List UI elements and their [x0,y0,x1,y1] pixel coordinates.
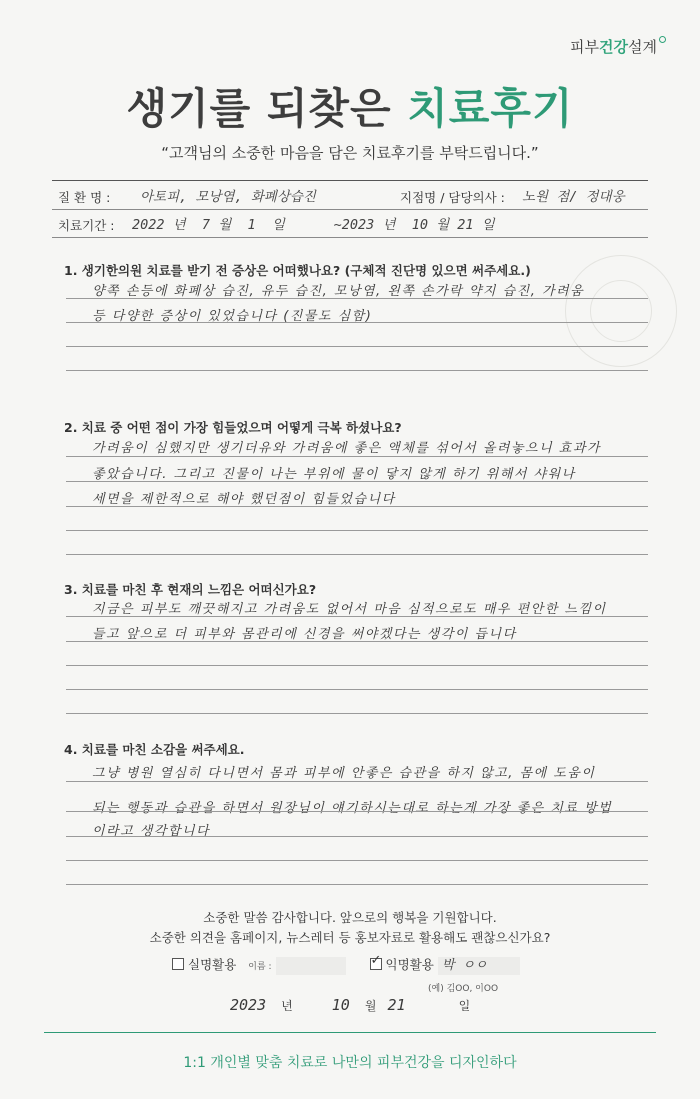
branch-label: 지점명 / 담당의사 : [400,190,505,205]
title-main: 생기를 되찾은 [126,84,408,133]
page-subtitle: “고객님의 소중한 마음을 담은 치료후기를 부탁드립니다.” [161,144,539,162]
section-1-answer-line-2: 등 다양한 증상이 있었습니다 (진물도 심함) [92,309,373,324]
signature-date [230,996,470,1014]
period-label: 치료기간 : [58,218,115,233]
ruled-line [66,665,648,666]
period-row [52,209,648,238]
ruled-line [66,811,648,812]
date-year-unit: 년 [281,999,293,1013]
page-title [0,76,700,136]
check-mark-icon: ✓ [370,953,382,968]
branch-value: 노원 점/ 정대웅 [522,189,625,205]
ruled-line [66,456,648,457]
ruled-line [66,506,648,507]
date-year: 2023 [230,996,267,1014]
section-2-title: 2. 치료 중 어떤 점이 가장 힘들었으며 어떻게 극복 하셨나요? [64,420,402,435]
date-day: 21 [387,996,406,1014]
ruled-line [66,530,648,531]
brand-logo [570,36,666,57]
consent-row [172,955,520,975]
ruled-line [66,616,648,617]
ruled-line [66,781,648,782]
brand-highlight: 건강 [599,38,629,56]
ruled-line [66,322,648,323]
disease-row [52,180,648,210]
section-3-title: 3. 치료를 마친 후 현재의 느낌은 어떠신가요? [64,582,317,597]
section-4-answer-line-1: 그냥 병원 열심히 다니면서 몸과 피부에 안좋은 습관을 하지 않고, 몸에 도움이 [92,766,596,781]
ruled-line [66,370,648,371]
decorative-circle [565,255,677,367]
date-day-unit: 일 [458,999,471,1013]
closing-line-1: 소중한 말씀 감사합니다. 앞으로의 행복을 기원합니다. [203,910,497,925]
real-name-label: 실명활용 [188,957,237,972]
ruled-line [66,836,648,837]
ruled-line [66,884,648,885]
ruled-line [66,481,648,482]
period-value: 2022 년 7 월 1 일 ~2023 년 10 월 21 일 [132,217,495,233]
section-4-answer-line-2: 되는 행동과 습관을 하면서 원장님이 얘기하시는대로 하는게 가장 좋은 치료 방법 [92,801,613,816]
ruled-line [66,641,648,642]
ruled-line [66,298,648,299]
title-accent: 치료후기 [407,84,574,133]
section-2-answer-line-2: 좋았습니다. 그리고 진물이 나는 부위에 물이 닿지 않게 하기 위해서 샤워나 [92,467,576,482]
footer-slogan: 1:1 개인별 맞춤 치료로 나만의 피부건강을 디자인하다 [183,1055,517,1071]
section-2-answer-line-1: 가려움이 심했지만 생기더유와 가려움에 좋은 액체를 섞어서 올려놓으니 효과가 [92,441,601,456]
anon-checkbox[interactable] [370,953,382,970]
section-3-answer-line-1: 지금은 피부도 깨끗해지고 가려움도 없어서 마음 심적으로도 매우 편안한 느낌이 [92,602,607,617]
section-1-answer-line-1: 양쪽 손등에 화폐상 습진, 유두 습진, 모낭염, 왼쪽 손가락 약지 습진, 가려움 [92,284,585,299]
date-month: 10 [331,996,350,1014]
ruled-line [66,713,648,714]
real-name-checkbox[interactable] [172,958,184,970]
section-4-title: 4. 치료를 마친 소감을 써주세요. [64,742,245,757]
brand-suffix: 설계 [628,38,657,56]
date-month-unit: 월 [364,999,377,1013]
section-1-title: 1. 생기한의원 치료를 받기 전 증상은 어떠했나요? (구체적 진단명 있으면 써주세요.) [64,263,531,278]
disease-label: 질 환 명 : [58,190,111,205]
anon-label: 익명활용 [385,957,434,972]
brand-dot-icon [659,36,666,43]
closing-line-2: 소중한 의견을 홈페이지, 뉴스레터 등 홍보자료로 활용해도 괜찮으신가요? [149,930,551,945]
name-input[interactable] [276,957,346,975]
ruled-line [66,554,648,555]
anon-option [370,953,520,973]
brand-prefix: 피부 [570,38,600,56]
section-2-answer-line-3: 세면을 제한적으로 해야 했던점이 힘들었습니다 [92,492,396,507]
example-note: (예) 김OO, 이OO [428,984,499,994]
name-label: 이름 : [248,962,272,972]
disease-value: 아토피, 모낭염, 화폐상습진 [140,189,316,205]
section-4-answer-line-3: 이라고 생각합니다 [92,824,211,839]
anon-name-field[interactable]: 박 ㅇㅇ [438,957,520,975]
ruled-line [66,346,648,347]
footer-divider [44,1032,656,1033]
ruled-line [66,860,648,861]
section-3-answer-line-2: 들고 앞으로 더 피부와 몸관리에 신경을 써야겠다는 생각이 듭니다 [92,627,517,642]
ruled-line [66,689,648,690]
